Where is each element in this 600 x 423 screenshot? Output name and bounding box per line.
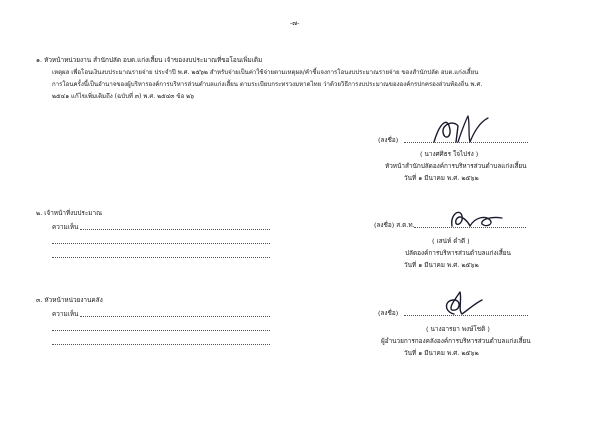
section3-opinion-line3	[52, 344, 270, 345]
signature2-date: วันที่ ๑ มีนาคม พ.ศ. ๒๕๖๒	[404, 261, 479, 269]
signature1-name: ( นางศศิธร ใจไปร่ง )	[420, 150, 479, 158]
signature3-name: ( นางอารยา พงษ์โชติ )	[426, 325, 490, 333]
signature2-position: ปลัดองค์การบริหารส่วนตำบลแก่งเสี้ยน	[405, 249, 511, 257]
section1-reason-line3: ๒๕๔๑ แก้ไขเพิ่มเติมถึง (ฉบับที่ ๓) พ.ศ. ๒๕๔๓ ข้อ ๒๖	[52, 93, 195, 100]
section1-reason-line1: เหตุผล เพื่อโอนเงินงบประมาณรายจ่าย ประจำปี พ.ศ. ๒๕๖๒ สำหรับจ่ายเป็นค่าใช้จ่ายตามเหตุผล/คำชี้แจงการโอนงบประมาณรายจ่าย ของสำนักปลัด อบต.แก่งเสี้ยน	[52, 69, 479, 76]
section2-opinion-line3	[52, 257, 270, 258]
section3-opinion-line1	[80, 316, 270, 317]
signature2-prefix: (ลงชื่อ) ส.ต.ท.	[374, 221, 415, 229]
signature2-name: ( เสน่ห์ ดำดี )	[432, 237, 470, 245]
signature1-image	[430, 112, 490, 148]
section1-reason-line2: การโอนครั้งนี้เป็นอำนาจของผู้บริหารองค์การบริหารส่วนตำบลแก่งเสี้ยน ตามระเบียบกระทรวงมหาดไทย ว่าด้วยวิธีการงบประมาณขององค์กรปกครองส่วนท้องถิ่น พ.ศ.	[52, 81, 483, 88]
section3-opinion-label: ความเห็น	[52, 310, 79, 318]
page-number: -๗-	[290, 19, 300, 27]
signature3-date: วันที่ ๑ มีนาคม พ.ศ. ๒๕๖๒	[404, 349, 479, 357]
section2-opinion-line1	[80, 229, 270, 230]
signature1-prefix: (ลงชื่อ)	[378, 136, 399, 144]
section1-heading: ๑. หัวหน้าหน่วยงาน สำนักปลัด อบต.แก่งเสี้ยน เจ้าของงบประมาณที่ขอโอนเพิ่มเติม	[36, 56, 263, 64]
section3-opinion-line2	[52, 330, 270, 331]
section2-opinion-line2	[52, 243, 270, 244]
section2-heading: ๒. เจ้าหน้าที่งบประมาณ	[36, 209, 103, 217]
section3-heading: ๓. หัวหน้าหน่วยงานคลัง	[36, 296, 103, 304]
signature3-position: ผู้อำนวยการกองคลังองค์การบริหารส่วนตำบลแก่งเสี้ยน	[381, 337, 531, 345]
section2-opinion-label: ความเห็น	[52, 223, 79, 231]
signature1-position: หัวหน้าสำนักปลัดองค์การบริหารส่วนตำบลแก่งเสี้ยน	[385, 162, 527, 170]
signature3-prefix: (ลงชื่อ)	[378, 309, 399, 317]
signature1-date: วันที่ ๑ มีนาคม พ.ศ. ๒๕๖๒	[404, 174, 479, 182]
signature3-image	[440, 288, 486, 318]
signature2-image	[446, 206, 506, 232]
